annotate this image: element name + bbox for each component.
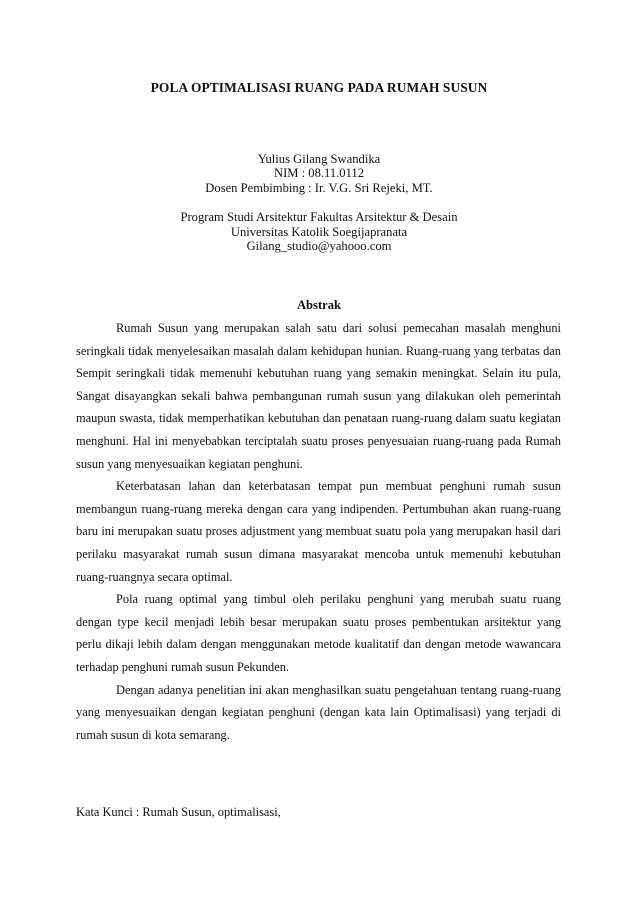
abstract-body <box>76 317 561 746</box>
abstract-paragraph: Dengan adanya penelitian ini akan menghasilkan suatu pengetahuan tentang ruang-ruang yang menyesuaikan dengan kegiatan penghuni (dengan kata lain Optimalisasi) yang terjadi di rumah susun di kota semarang. <box>76 682 561 742</box>
advisor: Dosen Pembimbing : Ir. V.G. Sri Rejeki, MT. <box>205 181 433 195</box>
author-email: Gilang_studio@yahooo.com <box>246 239 392 253</box>
study-program: Program Studi Arsitektur Fakultas Arsitektur & Desain <box>180 210 458 224</box>
author-name: Yulius Gilang Swandika <box>257 152 381 166</box>
keywords: Kata Kunci : Rumah Susun, optimalisasi, <box>76 805 281 819</box>
abstract-heading: Abstrak <box>296 298 342 312</box>
abstract-paragraph: Rumah Susun yang merupakan salah satu dari solusi pemecahan masalah menghuni seringkali tidak menyelesaikan masalah dalam kehidupan hunian. Ruang-ruang yang terbatas dan Sempit seringkali tidak memenuhi kebutuhan ruang yang semakin meningkat. Selain itu pula, Sangat disayangkan sekali bahwa pembangunan rumah susun yang dilakukan oleh pemerintah maupun swasta, tidak memperhatikan kebutuhan dan penataan ruang-ruang dalam suatu kegiatan menghuni. Hal ini menyebabkan terciptalah suatu proses penyesuaian ruang-ruang pada Rumah susun yang menyesuaikan kegiatan penghuni. <box>76 321 561 471</box>
paper-title: POLA OPTIMALISASI RUANG PADA RUMAH SUSUN <box>150 80 488 95</box>
abstract-paragraph: Pola ruang optimal yang timbul oleh perilaku penghuni yang merubah suatu ruang dengan type kecil menjadi lebih besar merupakan suatu proses pembentukan arsitektur yang perlu dikaji lebih dalam dengan menggunakan metode kualitatif dan dengan metode wawancara terhadap penghuni rumah susun Pekunden. <box>76 592 561 674</box>
author-nim: NIM : 08.11.0112 <box>273 166 365 180</box>
university: Universitas Katolik Soegijapranata <box>230 225 408 239</box>
abstract-paragraph: Keterbatasan lahan dan keterbatasan tempat pun membuat penghuni rumah susun membangun ruang-ruang mereka dengan cara yang indipenden. Pertumbuhan akan ruang-ruang baru ini merupakan suatu proses adjustment yang membuat suatu pola yang merupakan hasil dari perilaku masyarakat rumah susun dimana masyarakat mencoba untuk memenuhi kebutuhan ruang-ruangnya secara optimal. <box>76 479 561 584</box>
